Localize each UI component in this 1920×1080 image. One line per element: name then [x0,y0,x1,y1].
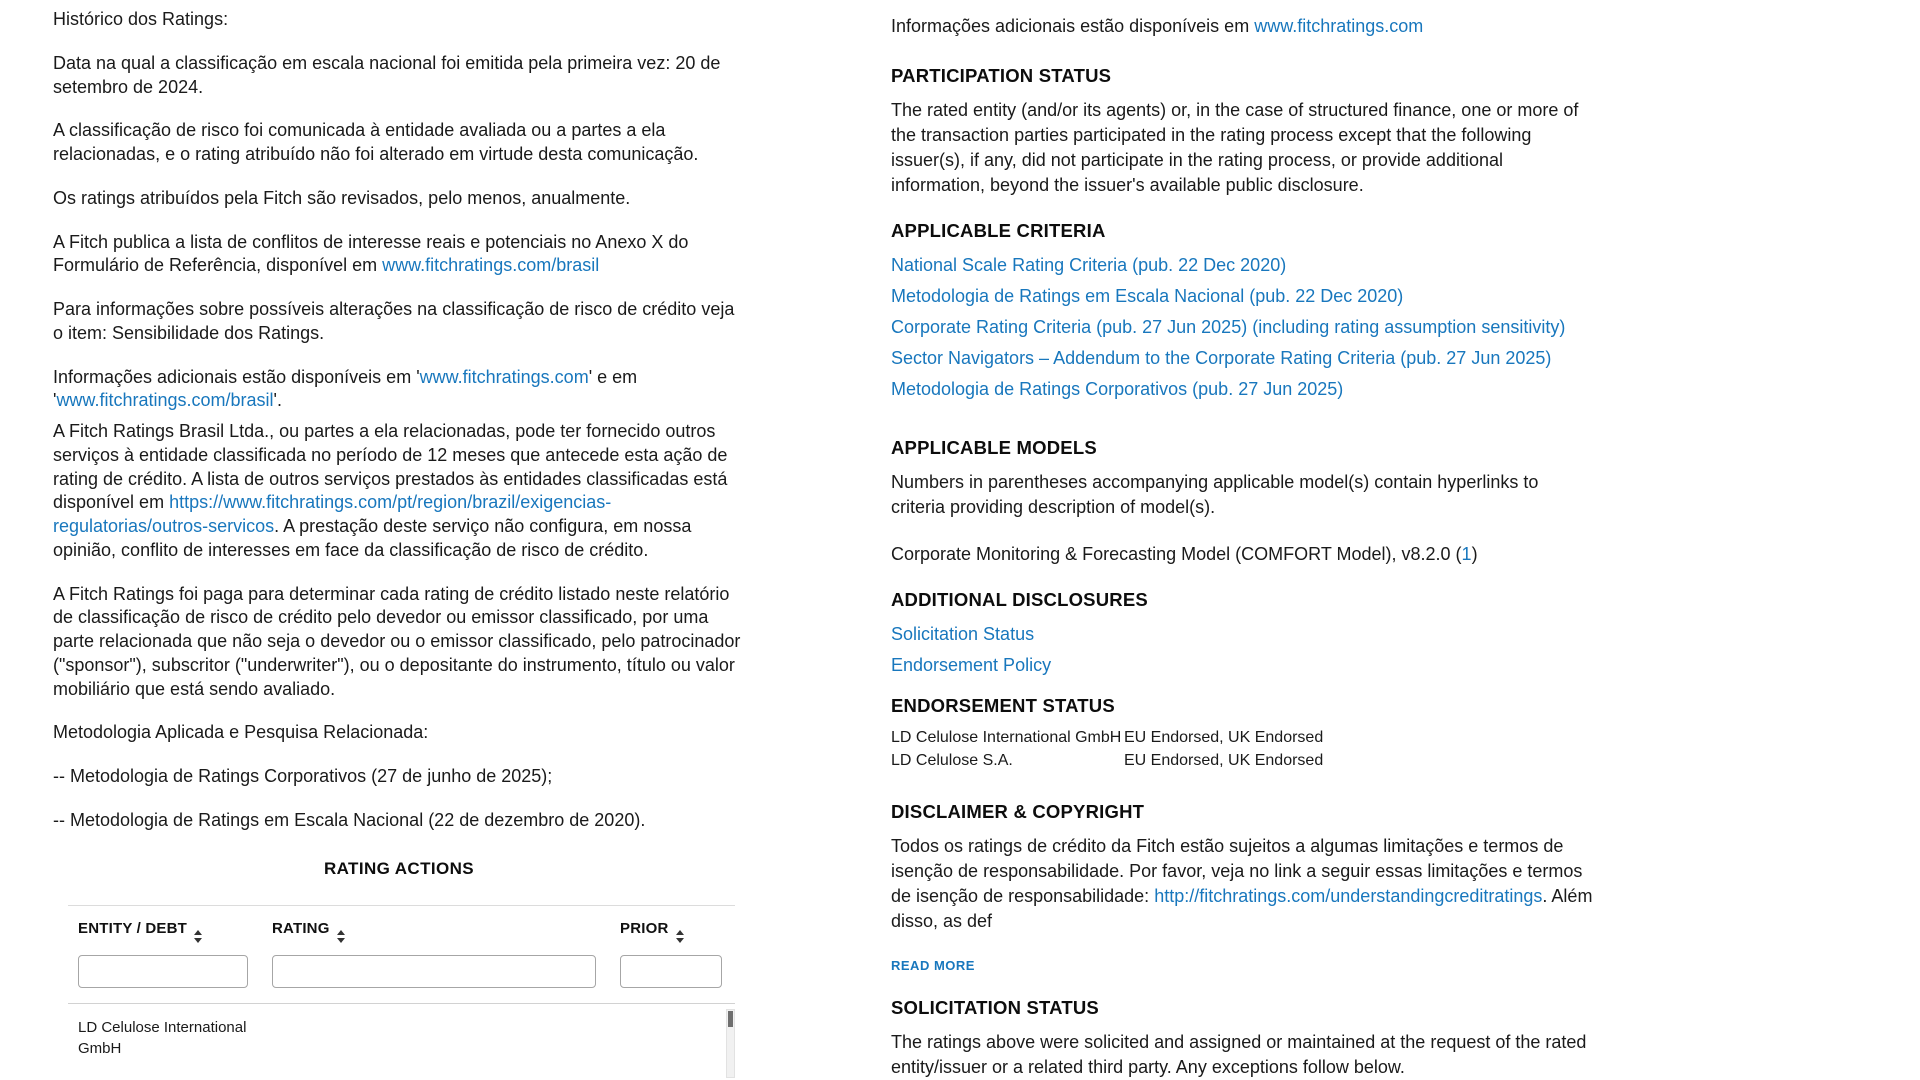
link-fitchratings-brasil[interactable]: www.fitchratings.com/brasil [382,255,600,276]
endorsement-entity: LD Celulose International GmbH [891,728,1122,746]
model-link[interactable]: 1 [1461,543,1472,564]
applicable-models-body: Numbers in parentheses accompanying applicable model(s) contain hyperlinks to criteria providing description of model(s). [891,471,1539,517]
column-header-prior[interactable] [620,920,735,943]
text: A Fitch publica a lista de conflitos de interesse reais e potenciais no Anexo X do Formulário de Referência, disponível em [53,231,689,276]
column-header-entity-debt[interactable] [78,920,272,943]
paragraph-reviewed: Os ratings atribuídos pela Fitch são revisados, pelo menos, anualmente. [53,187,631,208]
endorsement-entity: LD Celulose S.A. [891,751,1013,769]
sort-icon[interactable] [194,930,202,943]
sort-icon[interactable] [676,930,684,943]
criteria-link-line [891,253,1597,277]
text: '. [273,390,282,411]
right-column [891,14,1597,1080]
solicitation-status-link[interactable]: Solicitation Status [891,623,1035,644]
criteria-link-line [891,346,1597,370]
table-row[interactable] [78,1017,735,1059]
filter-cell [620,955,735,988]
text: ' e em ' [53,366,638,411]
text: A Fitch Ratings Brasil Ltda., ou partes a ela relacionadas, pode ter fornecido outros serviços à entidade classificada no período de 12 meses que antecede esta ação de rating de crédito. A lista de outros serviços prestados às entidades classificadas está disponível em [53,421,728,513]
text: Informações adicionais estão disponíveis em [891,16,1255,36]
methodology-title: Metodologia Aplicada e Pesquisa Relacionada: [53,722,429,743]
column-header-label: PRIOR [620,919,669,937]
criteria-link[interactable]: National Scale Rating Criteria (pub. 22 Dec 2020) [891,254,1287,275]
link-fitchratings-brasil[interactable]: www.fitchratings.com/brasil [56,390,274,411]
paragraph-conflicts [53,231,745,279]
sort-icon[interactable] [337,930,345,943]
criteria-link[interactable]: Corporate Rating Criteria (pub. 27 Jun 2025) (including rating assumption sensitivity) [891,316,1566,337]
rating-actions-section [53,859,745,1078]
filter-cell [272,955,620,988]
paragraph-paid-disclosure: A Fitch Ratings foi paga para determinar cada rating de crédito listado neste relatório de classificação de risco de crédito pelo devedor ou emissor classificado, por uma parte relacionada que não seja o devedor ou o emissor classificado, pelo patrocinador ("sponsor"), subscritor ("underwriter"), ou o depositante do instrumento, título ou valor mobiliário que está sendo avaliado. [53,583,741,699]
table-header-row [68,906,735,943]
disclosure-link-line [891,653,1597,677]
rating-actions-title: RATING ACTIONS [323,858,475,878]
ratings-history-title: Histórico dos Ratings: [53,9,229,29]
text: Informações adicionais estão disponíveis em ' [53,366,420,387]
scrollbar-thumb[interactable] [728,1011,733,1027]
filter-input-rating[interactable] [272,955,596,988]
link-fitchratings[interactable]: www.fitchratings.com [419,366,589,387]
read-more-button[interactable]: READ MORE [891,958,975,973]
entity-cell[interactable]: LD Celulose International GmbH [78,1018,247,1057]
filter-input-prior[interactable] [620,955,722,988]
disclaimer-body [891,834,1597,934]
solicitation-status-body: The ratings above were solicited and assigned or maintained at the request of the rated entity/issuer or a related third party. Any exceptions follow below. [891,1032,1587,1078]
rating-actions-table [68,905,735,1078]
criteria-link[interactable]: Sector Navigators – Addendum to the Corporate Rating Criteria (pub. 27 Jun 2025) [891,347,1552,368]
text: . Além disso, as def [891,885,1593,931]
table-body [68,1004,735,1078]
filter-input-entity[interactable] [78,955,248,988]
disclosure-link-line [891,622,1597,646]
column-header-rating[interactable] [272,920,620,943]
paragraph-communicated: A classificação de risco foi comunicada à entidade avaliada ou a partes a ela relacionadas, e o rating atribuído não foi alterado em virtude desta comunicação. [53,120,699,164]
model-line [891,542,1597,567]
methodology-item-2: -- Metodologia de Ratings em Escala Nacional (22 de dezembro de 2020). [53,809,646,830]
column-header-label: ENTITY / DEBT [78,919,187,937]
endorsement-status-heading: ENDORSEMENT STATUS [891,694,1115,716]
text: . A prestação deste serviço não configura, em nossa opinião, conflito de interesses em face da classificação de risco de crédito. [53,516,692,560]
filter-cell [78,955,272,988]
methodology-item-1: -- Metodologia de Ratings Corporativos (27 de junho de 2025); [53,766,553,786]
additional-disclosures-heading: ADDITIONAL DISCLOSURES [891,588,1148,610]
text: Todos os ratings de crédito da Fitch estão sujeitos a algumas limitações e termos de isenção de responsabilidade. Por favor, veja no link a seguir essas limitações e termos de isenção de responsabilidade: [891,835,1583,906]
criteria-link-line [891,377,1597,401]
applicable-criteria-heading: APPLICABLE CRITERIA [891,219,1106,241]
disclaimer-heading: DISCLAIMER & COPYRIGHT [891,800,1145,822]
endorsement-status: EU Endorsed, UK Endorsed [1124,751,1324,769]
paragraph-other-services [53,420,745,563]
text: Corporate Monitoring & Forecasting Model (COMFORT Model), v8.2.0 ( [891,543,1462,564]
paragraph-first-issue: Data na qual a classificação em escala nacional foi emitida pela primeira vez: 20 de setembro de 2024. [53,52,721,97]
criteria-link[interactable]: Metodologia de Ratings em Escala Nacional (pub. 22 Dec 2020) [891,285,1404,306]
criteria-link[interactable]: Metodologia de Ratings Corporativos (pub. 27 Jun 2025) [891,378,1344,399]
participation-status-heading: PARTICIPATION STATUS [891,64,1112,86]
understanding-credit-ratings-link[interactable]: http://fitchratings.com/understandingcreditratings [1154,885,1543,906]
criteria-link-line [891,315,1597,339]
criteria-link-line [891,284,1597,308]
endorsement-policy-link[interactable]: Endorsement Policy [891,654,1052,675]
participation-status-body: The rated entity (and/or its agents) or, in the case of structured finance, one or more of the transaction parties participated in the rating process except that the following issuer(s), if any, did not participate in the rating process, or provide additional information, beyond the issuer's available public disclosure. [891,99,1579,195]
link-outros-servicos[interactable]: https://www.fitchratings.com/pt/region/brazil/exigencias-regulatorias/outros-servicos [53,492,612,536]
table-filter-row [68,943,735,1004]
solicitation-status-heading: SOLICITATION STATUS [891,997,1099,1018]
paragraph-sensitivity: Para informações sobre possíveis alterações na classificação de risco de crédito veja o item: Sensibilidade dos Ratings. [53,299,735,343]
endorsement-status: EU Endorsed, UK Endorsed [1124,728,1324,746]
text: ) [1471,543,1478,564]
paragraph-additional-info [53,366,745,414]
column-header-label: RATING [272,919,330,937]
endorsement-table [891,728,1597,771]
additional-info-line [891,14,1597,39]
applicable-models-heading: APPLICABLE MODELS [891,436,1097,458]
left-column [53,8,745,1078]
link-fitchratings[interactable]: www.fitchratings.com [1254,16,1424,36]
table-scrollbar[interactable] [726,1009,735,1078]
